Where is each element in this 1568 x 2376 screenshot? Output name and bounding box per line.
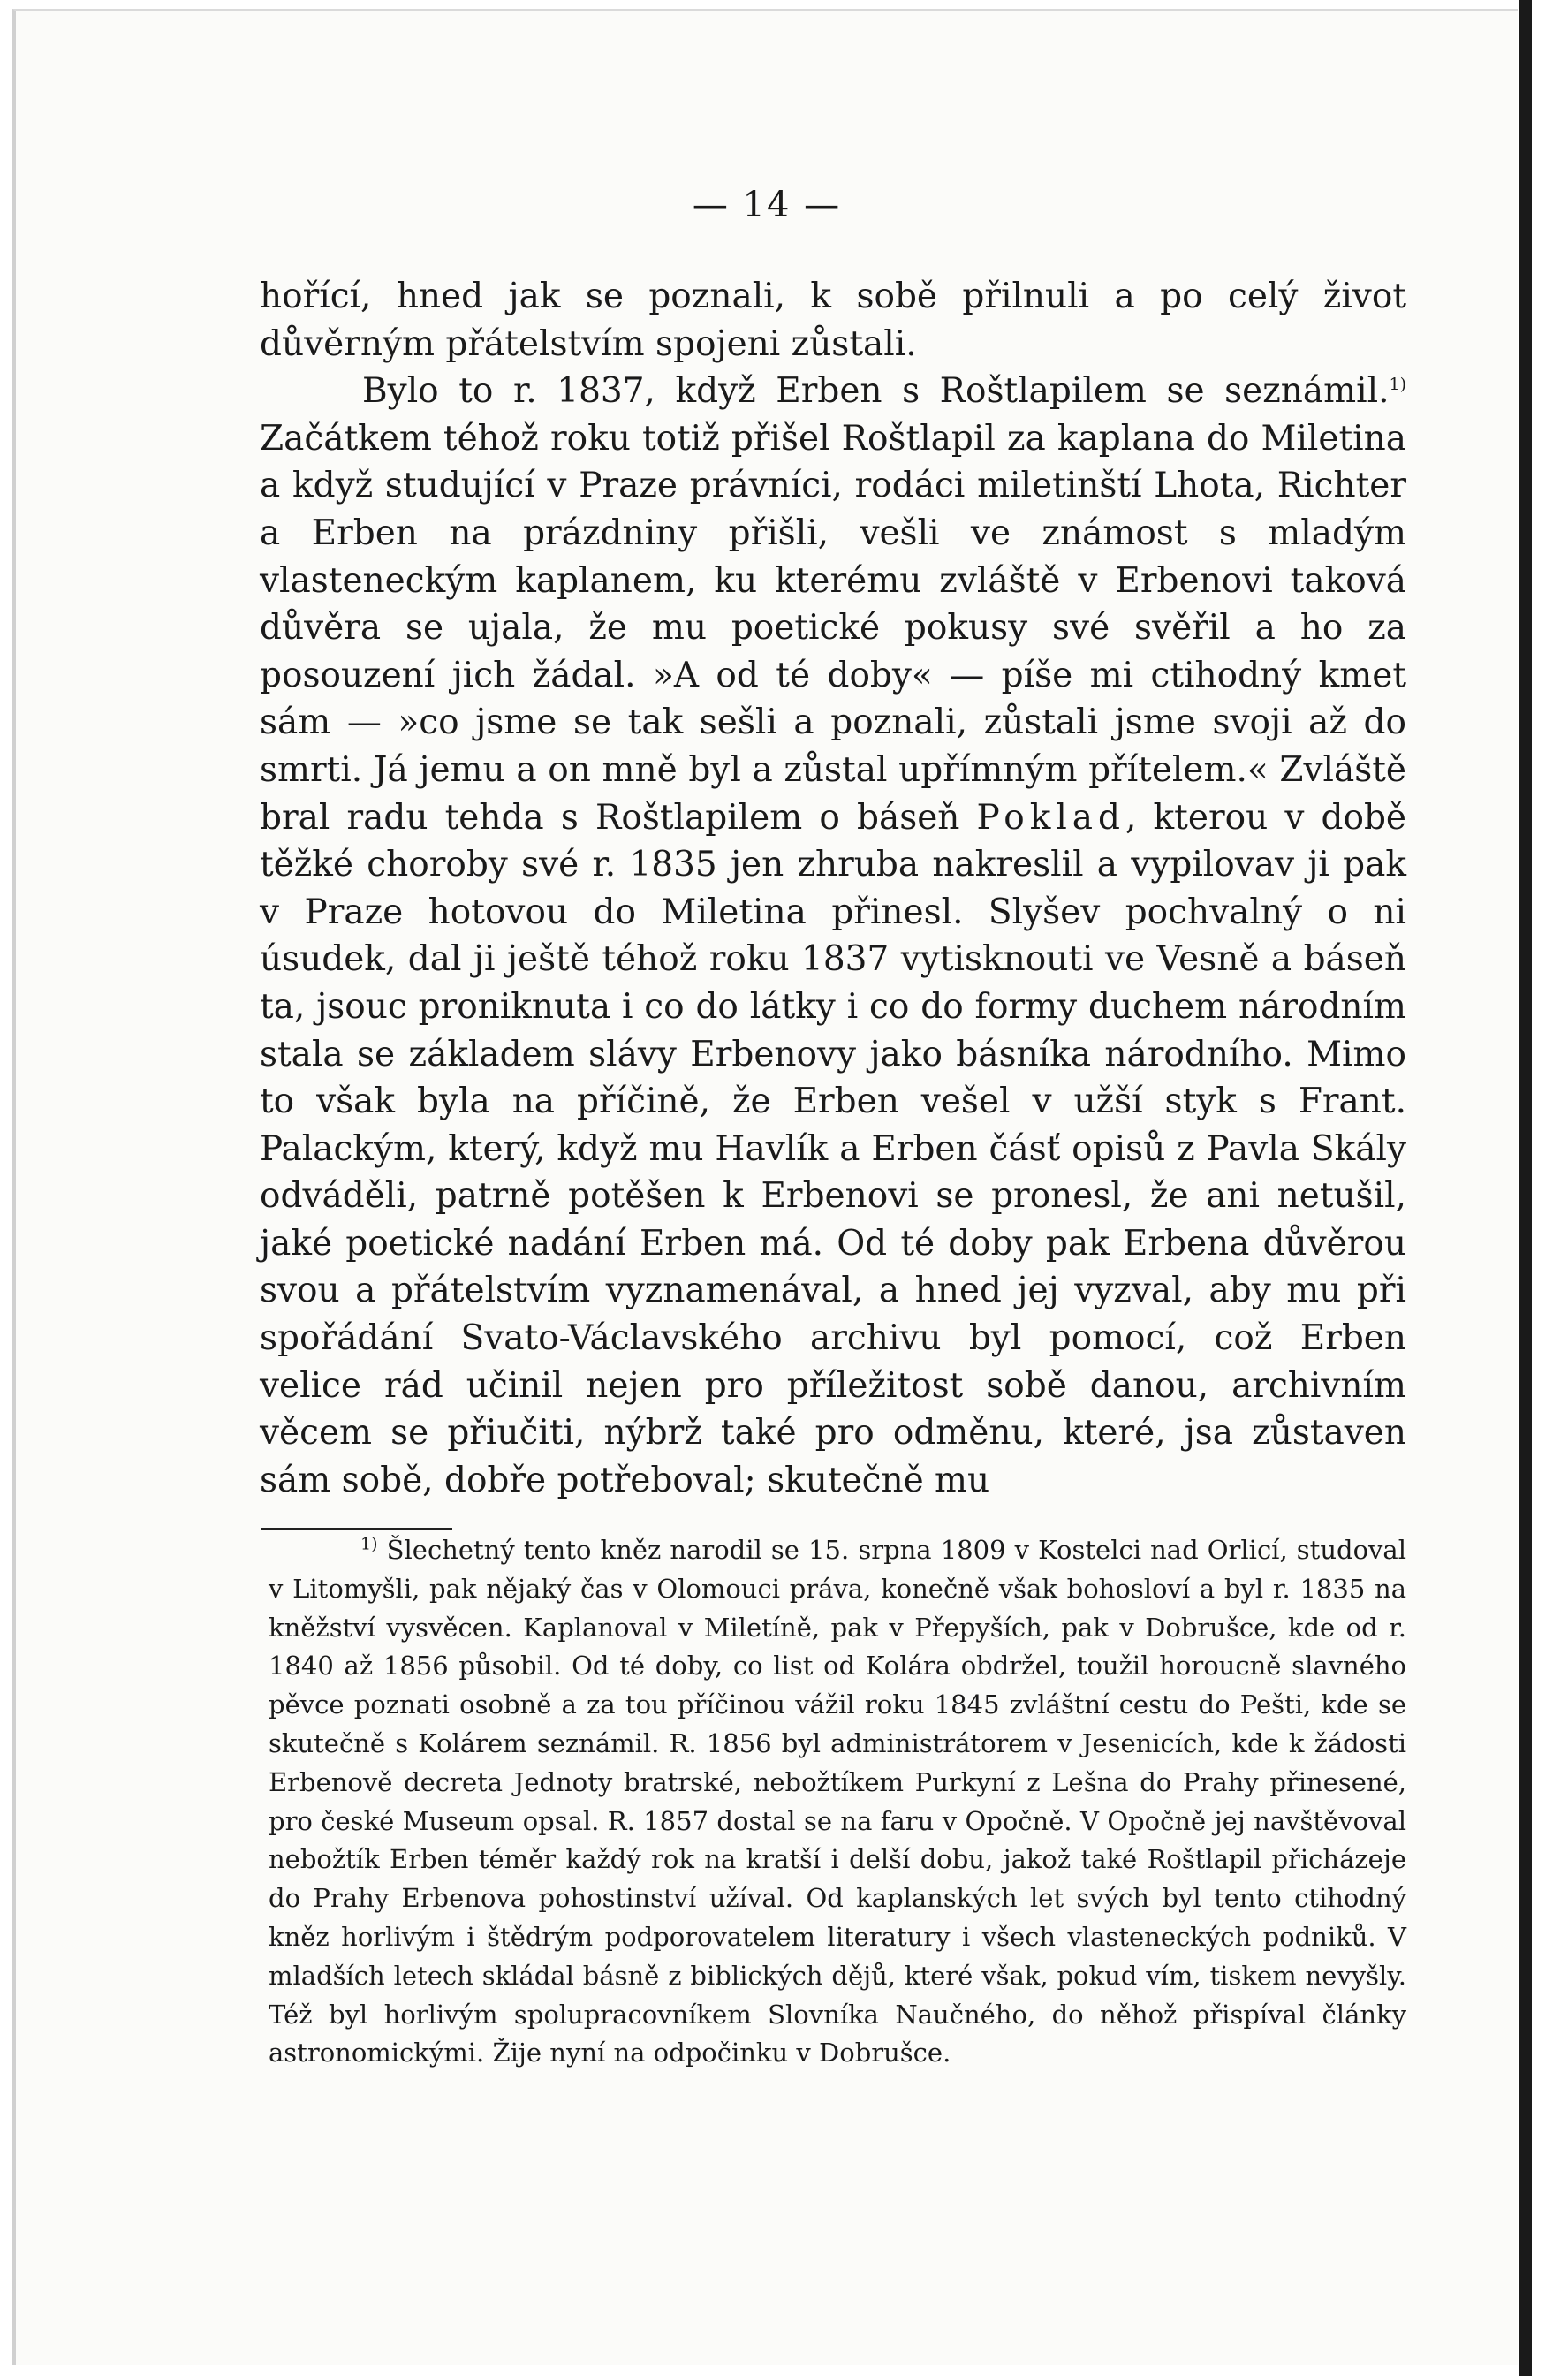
paragraph-2-text-b: Začátkem téhož roku totiž přišel Roštlapil za kaplana do Miletina a když studující v Praze právníci, rodáci miletinští Lhota, Richter a Erben na prázdniny přišli, vešli ve známost s mladým vlasteneckým kaplanem, ku kterému zvláště v Erbenovi taková důvěra se ujala, že mu poetické pokusy své svěřil a ho za posouzení jich žádal. »A od té doby« — píše mi ctihodný kmet sám — »co jsme se tak sešli a poznali, zůstali jsme svoji až do smrti. Já jemu a on mně byl a zůstal upřímným přítelem.« Zvláště bral radu tehda s Roštlapilem o báseň [260,418,1406,838]
footnote [269,1531,1406,2073]
page-number: — 14 — [692,185,842,225]
footnote-text: Šlechetný tento kněz narodil se 15. srpna 1809 v Kostelci nad Orlicí, studoval v Litomyšli, pak nějaký čas v Olomouci práva, konečně však bohosloví a byl r. 1835 na kněžství vysvěcen. Kaplanoval v Miletíně, pak v Přepyších, pak v Dobrušce, kde od r. 1840 až 1856 působil. Od té doby, co list od Kolára obdržel, toužil horoucně slavného pěvce poznati osobně a za tou příčinou vážil roku 1845 zvláštní cestu do Pešti, kde se skutečně s Kolárem seznámil. R. 1856 byl administrátorem v Jesenicích, kde k žádosti Erbenově decreta Jednoty bratrské, nebožtíkem Purkyní z Lešna do Prahy přinesené, pro české Museum opsal. R. 1857 dostal se na faru v Opočně. V Opočně jej navštěvoval nebožtík Erben téměr každý rok na kratší i delší dobu, jakož také Roštlapil přicházeje do Prahy Erbenova pohostinství užíval. Od kaplanských let svých byl tento ctihodný kněz horlivým i štědrým podporovatelem literatury i všech vlasteneckých podniků. V mladších letech skládal básně z biblických dějů, které však, pokud vím, tiskem nevyšly. Též byl horlivým spolupracovníkem Slovníka Naučného, do něhož přispíval články astronomickými. Žije nyní na odpočinku v Dobrušce. [269,1535,1406,2069]
paragraph-2 [260,368,1406,1504]
paragraph-1: hořící, hned jak se poznali, k sobě přilnuli a po celý život důvěrným přátelstvím spojeni zůstali. [260,277,1406,364]
main-text [260,273,1406,1504]
paragraph-2-text-a: Bylo to r. 1837, když Erben s Roštlapilem se seznámil. [362,371,1390,412]
book-page [12,9,1518,2365]
poem-title: Poklad [976,797,1126,838]
footnote-divider [261,1528,452,1530]
footnote-mark: 1) [360,1534,378,1554]
scan-margin [1532,0,1568,2376]
paragraph-2-text-c: , kterou v době těžké choroby své r. 1835 jen zhruba nakreslil a vypilovav ji pak v Praze hotovou do Miletina přinesl. Slyšev pochvalný o ni úsudek, dal ji ještě téhož roku 1837 vytisknouti ve Vesně a báseň ta, jsouc proniknuta i co do látky i co do formy duchem národním stala se základem slávy Erbenovy jako básníka národního. Mimo to však byla na příčině, že Erben vešel v užší styk s Frant. Palackým, který, když mu Havlík a Erben čásť opisů z Pavla Skály odváděli, patrně potěšen k Erbenovi se pronesl, že ani netušil, jaké poetické nadání Erben má. Od té doby pak Erbena důvěrou svou a přátelstvím vyznamenával, a hned jej vyzval, aby mu při spořádání Svato-Václavského archivu byl pomocí, což Erben velice rád učinil nejen pro příležitost sobě danou, archivním věcem se přiučiti, nýbrž také pro odměnu, které, jsa zůstaven sám sobě, dobře potřeboval; skutečně mu [260,797,1406,1500]
footnote-reference: 1) [1389,375,1406,395]
scan-edge [1519,0,1532,2376]
